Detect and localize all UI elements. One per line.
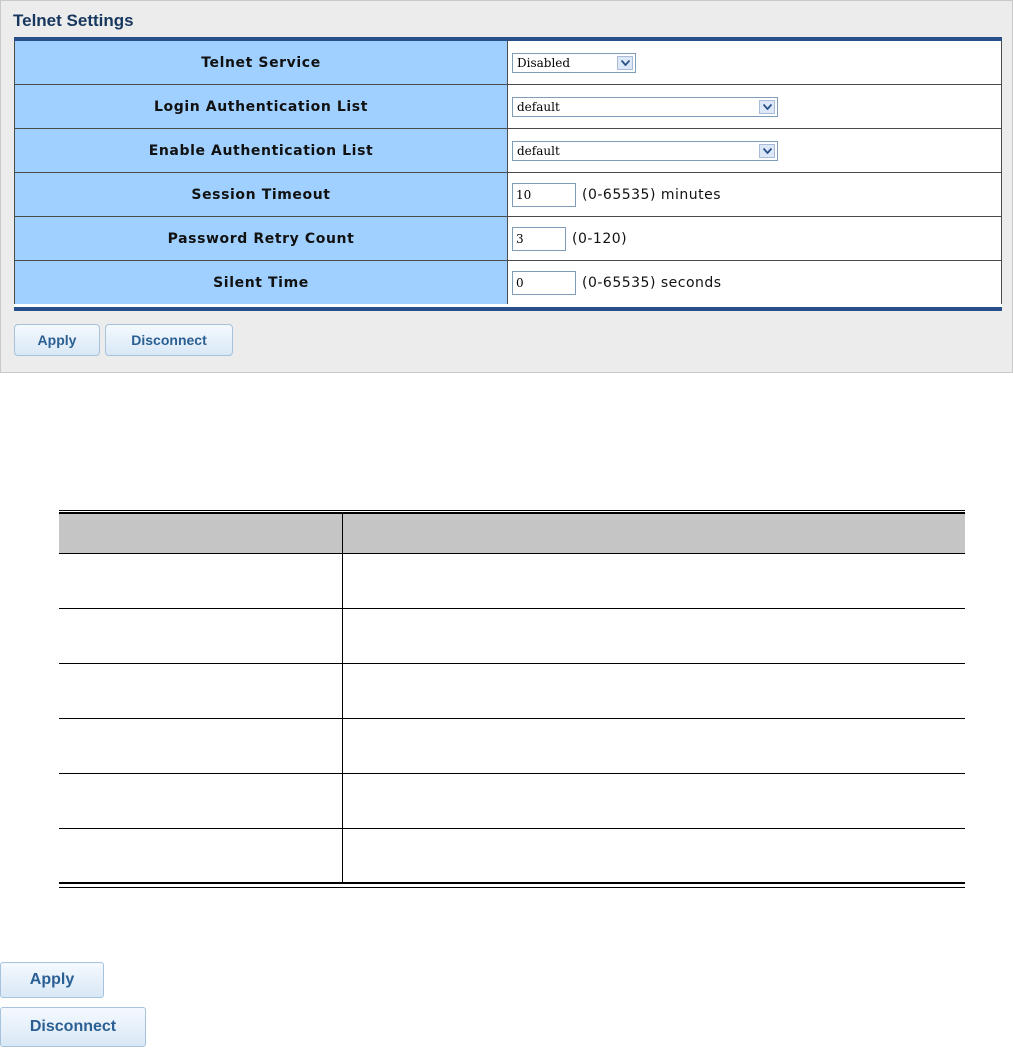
label-silent-time: Silent Time (14, 261, 508, 304)
value-password-retry-count (508, 217, 1002, 260)
disconnect-button[interactable]: Disconnect (105, 324, 233, 356)
password-retry-count-input[interactable]: 3 (512, 227, 566, 251)
value-telnet-service (508, 41, 1002, 84)
table-row-divider (59, 608, 965, 609)
table-header-row (59, 514, 965, 553)
login-auth-list-selected: default (517, 99, 560, 114)
chevron-down-icon (617, 56, 633, 70)
telnet-service-selected: Disabled (517, 55, 571, 70)
enable-auth-list-selected: default (517, 143, 560, 158)
value-enable-auth-list (508, 129, 1002, 172)
panel-title: Telnet Settings (13, 11, 134, 30)
row-silent-time (14, 261, 1002, 304)
label-session-timeout: Session Timeout (14, 173, 508, 216)
row-login-auth-list (14, 85, 1002, 129)
row-enable-auth-list (14, 129, 1002, 173)
row-password-retry-count (14, 217, 1002, 261)
table-row-divider (59, 828, 965, 829)
settings-table (14, 37, 1002, 311)
table-row-divider (59, 773, 965, 774)
label-telnet-service: Telnet Service (14, 41, 508, 84)
value-silent-time (508, 261, 1002, 304)
enable-auth-list-select[interactable] (512, 141, 778, 161)
login-auth-list-select[interactable] (512, 97, 778, 117)
silent-time-hint: (0-65535) seconds (582, 274, 722, 291)
telnet-service-select[interactable] (512, 53, 636, 73)
apply-button[interactable]: Apply (14, 324, 100, 356)
telnet-settings-panel (0, 0, 1013, 373)
value-session-timeout (508, 173, 1002, 216)
label-enable-auth-list: Enable Authentication List (14, 129, 508, 172)
table-bottom-border (59, 882, 965, 888)
label-login-auth-list: Login Authentication List (14, 85, 508, 128)
label-password-retry-count: Password Retry Count (14, 217, 508, 260)
reference-table (59, 510, 965, 888)
apply-button-sample[interactable]: Apply (0, 962, 104, 998)
value-login-auth-list (508, 85, 1002, 128)
chevron-down-icon (759, 100, 775, 114)
table-row-divider (59, 663, 965, 664)
disconnect-button-sample[interactable]: Disconnect (0, 1007, 146, 1047)
silent-time-input[interactable]: 0 (512, 271, 576, 295)
row-telnet-service (14, 41, 1002, 85)
table-row-divider (59, 553, 965, 554)
chevron-down-icon (759, 144, 775, 158)
session-timeout-hint: (0-65535) minutes (582, 186, 722, 203)
table-row-divider (59, 718, 965, 719)
row-session-timeout (14, 173, 1002, 217)
session-timeout-input[interactable]: 10 (512, 183, 576, 207)
password-retry-count-hint: (0-120) (572, 230, 628, 247)
